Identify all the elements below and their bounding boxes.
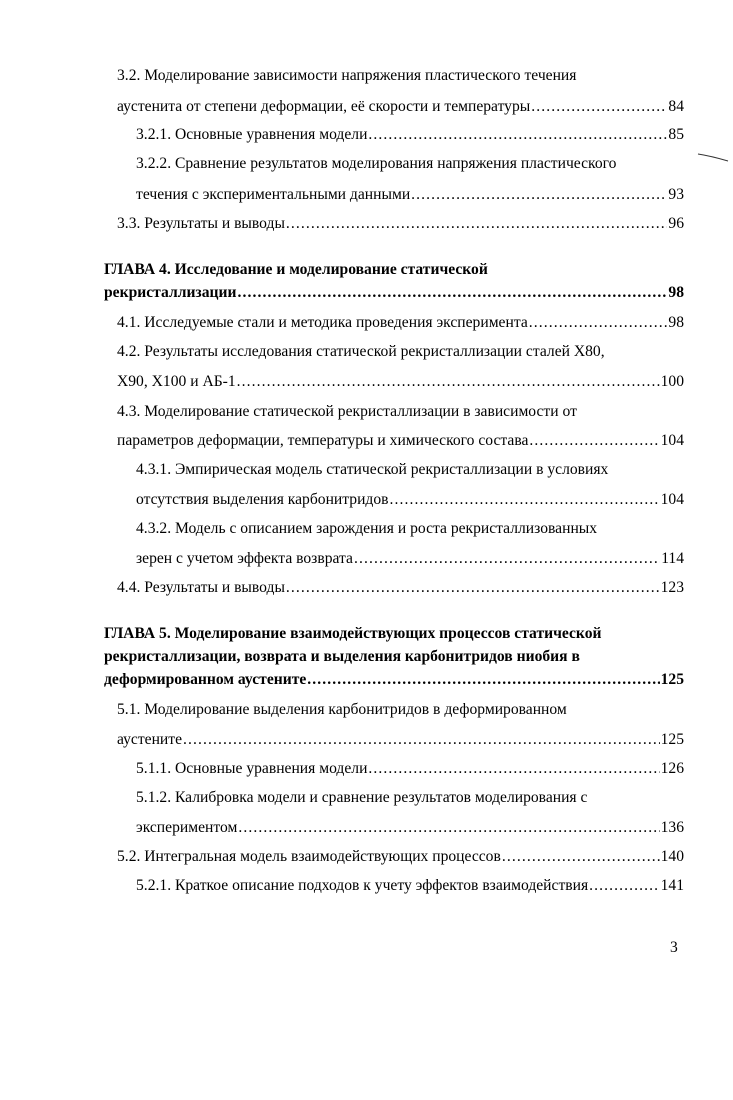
dot-leader <box>307 670 659 690</box>
dot-leader <box>183 730 660 750</box>
toc-4-3-page: 104 <box>660 432 684 449</box>
toc-5-1-line2: аустените <box>117 731 183 748</box>
toc-entry-5-1-2[interactable] <box>136 818 684 838</box>
toc-4-4-page: 123 <box>660 579 684 596</box>
dot-leader <box>368 759 659 779</box>
toc-chapter-4-page: 98 <box>668 284 684 301</box>
toc-4-4-text: 4.4. Результаты и выводы <box>117 579 285 596</box>
toc-4-2-page: 100 <box>660 373 684 390</box>
dot-leader <box>237 372 660 392</box>
toc-4-3-line2: параметров деформации, температуры и химического состава <box>117 432 529 449</box>
toc-entry-5-1-1[interactable] <box>136 759 684 779</box>
dot-leader <box>238 818 659 838</box>
toc-5-1-1-text: 5.1.1. Основные уравнения модели <box>136 760 368 777</box>
toc-4-3-1-line2: отсутствия выделения карбонитридов <box>136 491 389 508</box>
toc-4-1-page: 98 <box>668 314 684 331</box>
toc-5-2-text: 5.2. Интегральная модель взаимодействующих процессов <box>117 848 501 865</box>
toc-4-2-line1: 4.2. Результаты исследования статической рекристаллизации сталей Х80, <box>117 343 605 360</box>
toc-4-3-line1: 4.3. Моделирование статической рекристаллизации в зависимости от <box>117 403 577 420</box>
pen-stroke-mark <box>697 152 729 162</box>
toc-chapter-4-line2: рекристаллизации <box>104 284 237 301</box>
toc-3-2-2-line1: 3.2.2. Сравнение результатов моделирования напряжения пластического <box>136 155 617 172</box>
dot-leader <box>286 214 667 234</box>
toc-4-2-line2: Х90, Х100 и АБ-1 <box>117 373 236 390</box>
toc-3-3-page: 96 <box>668 215 684 232</box>
toc-entry-3-2-2[interactable] <box>136 185 684 205</box>
toc-3-2-1-text: 3.2.1. Основные уравнения модели <box>136 126 368 143</box>
toc-entry-5-1[interactable] <box>117 730 684 750</box>
toc-4-3-1-line1: 4.3.1. Эмпирическая модель статической рекристаллизации в условиях <box>136 461 609 478</box>
toc-5-2-1-text: 5.2.1. Краткое описание подходов к учету эффектов взаимодействия <box>136 877 589 894</box>
toc-3-3-text: 3.3. Результаты и выводы <box>117 215 285 232</box>
toc-5-1-2-line1: 5.1.2. Калибровка модели и сравнение результатов моделирования с <box>136 789 588 806</box>
toc-5-1-2-line2: экспериментом <box>136 819 238 836</box>
toc-5-2-1-page: 141 <box>660 877 684 894</box>
toc-5-2-page: 140 <box>660 848 684 865</box>
toc-4-3-2-line1: 4.3.2. Модель с описанием зарождения и роста рекристаллизованных <box>136 520 598 537</box>
toc-entry-chapter-5[interactable] <box>104 670 684 690</box>
dot-leader <box>529 313 668 333</box>
toc-3-2-2-line2: течения с экспериментальными данными <box>136 186 411 203</box>
page-number: 3 <box>670 939 678 956</box>
toc-5-1-line1: 5.1. Моделирование выделения карбонитридов в деформированном <box>117 701 567 718</box>
toc-3-2-2-page: 93 <box>668 186 684 203</box>
toc-entry-4-3-2[interactable] <box>136 549 684 569</box>
toc-3-2-line2: аустенита от степени деформации, её скорости и температуры <box>117 98 531 115</box>
toc-3-2-1-page: 85 <box>668 126 684 143</box>
dot-leader <box>531 97 667 117</box>
dot-leader <box>368 125 667 145</box>
toc-chapter-5-page: 125 <box>660 671 684 688</box>
toc-entry-4-3-1[interactable] <box>136 490 684 510</box>
toc-4-1-text: 4.1. Исследуемые стали и методика проведения эксперимента <box>117 314 528 331</box>
toc-3-2-line1: 3.2. Моделирование зависимости напряжения пластического течения <box>117 67 577 84</box>
dot-leader <box>286 578 660 598</box>
toc-5-1-page: 125 <box>660 731 684 748</box>
toc-chapter-5-line3: деформированном аустените <box>104 671 307 688</box>
toc-3-2-page: 84 <box>668 98 684 115</box>
toc-4-3-1-page: 104 <box>660 491 684 508</box>
dot-leader <box>411 185 667 205</box>
toc-entry-5-2-1[interactable] <box>136 876 684 896</box>
dot-leader <box>354 549 660 569</box>
dot-leader <box>589 876 659 896</box>
toc-entry-3-3[interactable] <box>117 214 684 234</box>
toc-5-1-2-page: 136 <box>660 819 684 836</box>
dot-leader <box>529 431 659 451</box>
dot-leader <box>237 283 667 303</box>
toc-entry-5-2[interactable] <box>117 847 684 867</box>
toc-entry-4-1[interactable] <box>117 313 684 333</box>
toc-entry-3-2-1[interactable] <box>136 125 684 145</box>
toc-chapter-4-line1: ГЛАВА 4. Исследование и моделирование статической <box>104 261 488 278</box>
toc-chapter-5-line2: рекристаллизации, возврата и выделения карбонитридов ниобия в <box>104 648 580 665</box>
toc-5-1-1-page: 126 <box>660 760 684 777</box>
toc-4-3-2-line2: зерен с учетом эффекта возврата <box>136 550 353 567</box>
dot-leader <box>502 847 660 867</box>
toc-entry-4-4[interactable] <box>117 578 684 598</box>
toc-entry-chapter-4[interactable] <box>104 283 684 303</box>
dot-leader <box>390 490 660 510</box>
toc-entry-3-2[interactable] <box>117 97 684 117</box>
toc-entry-4-2[interactable] <box>117 372 684 392</box>
toc-4-3-2-page: 114 <box>661 550 684 567</box>
toc-entry-4-3[interactable] <box>117 431 684 451</box>
toc-chapter-5-line1: ГЛАВА 5. Моделирование взаимодействующих процессов статической <box>104 625 602 642</box>
